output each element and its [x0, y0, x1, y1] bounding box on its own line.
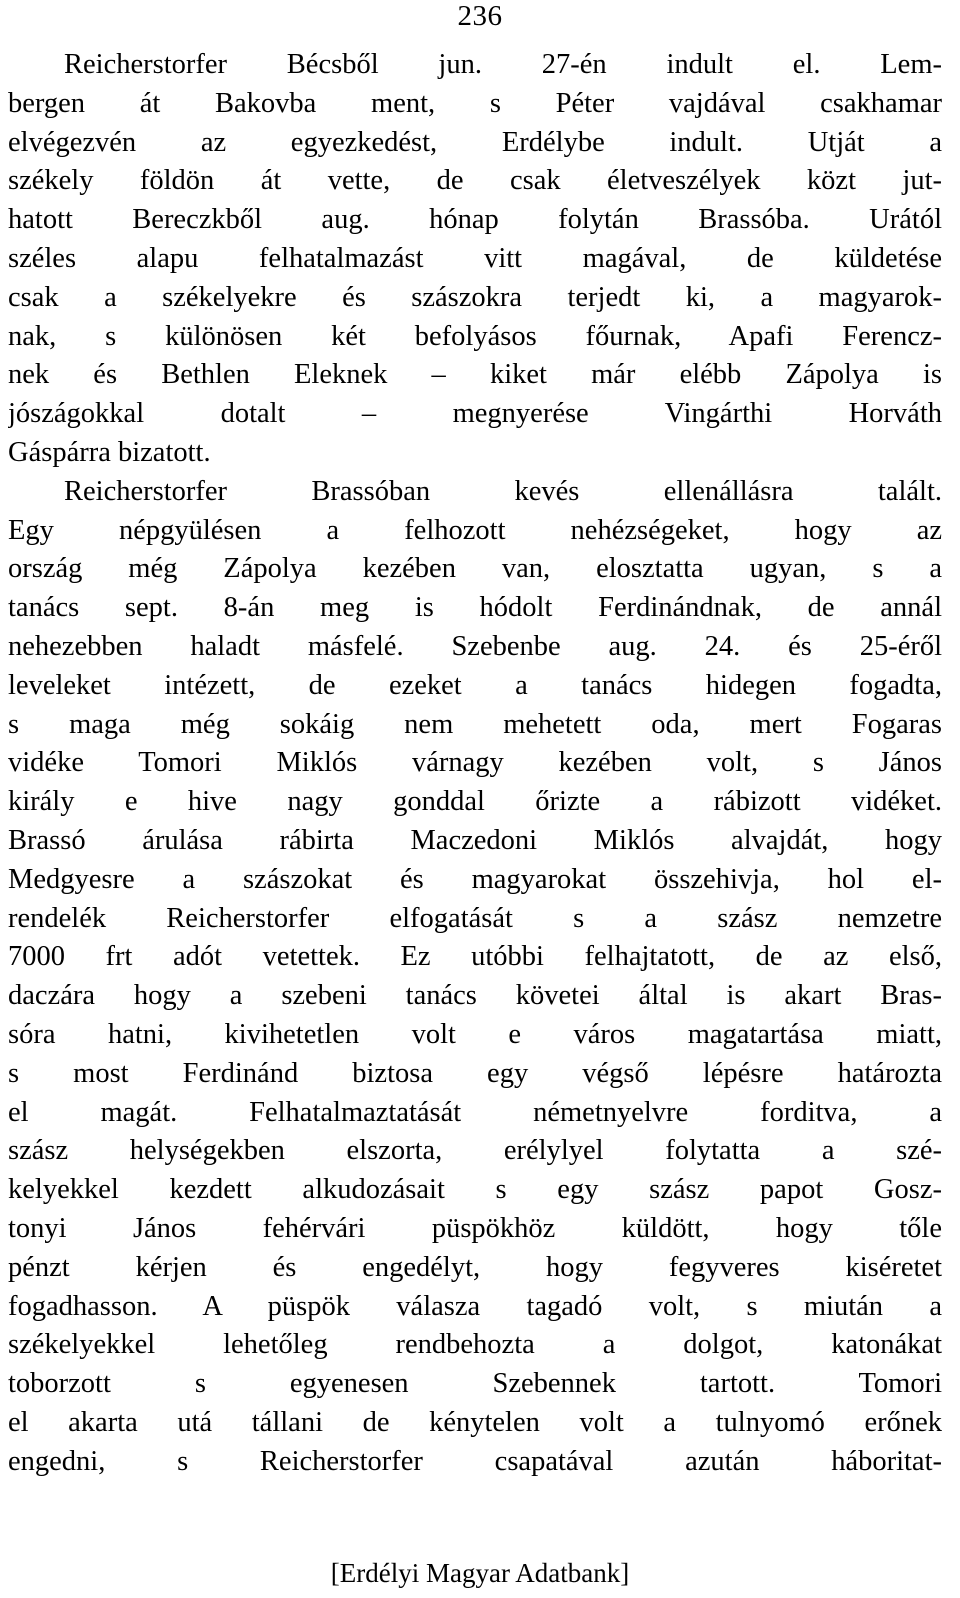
text-line: Medgyesre a szászokat és magyarokat összehivja, hol el- [8, 863, 942, 895]
text-line: Reicherstorfer Bécsből jun. 27-én indult el. Lem- [64, 49, 942, 80]
text-line: leveleket intézett, de ezeket a tanács hidegen fogadta, [8, 669, 942, 701]
text-line: tanács sept. 8-án meg is hódolt Ferdinándnak, de annál [8, 592, 942, 624]
footer-source: [Erdélyi Magyar Adatbank] [330, 1558, 630, 1588]
text-line: bergen át Bakovba ment, s Péter vajdával csakhamar [8, 87, 942, 119]
text-line: el magát. Felhatalmaztatását németnyelvre forditva, a [8, 1096, 942, 1128]
text-line: szász helységekben elszorta, erélylyel folytatta a szé- [8, 1135, 942, 1167]
text-line: széles alapu felhatalmazást vitt magával, de küldetése [8, 242, 942, 274]
text-line: székelyekkel lehetőleg rendbehozta a dolgot, katonákat [8, 1329, 942, 1361]
text-line: rendelék Reicherstorfer elfogatását s a szász nemzetre [8, 902, 942, 934]
text-line: hatott Bereczkből aug. hónap folytán Brassóba. Urától [8, 204, 942, 236]
text-line: fogadhasson. A püspök válasza tagadó volt, s miután a [8, 1290, 942, 1322]
text-line: nek és Bethlen Eleknek – kiket már elébb Zápolya is [8, 359, 942, 391]
text-line: s most Ferdinánd biztosa egy végső lépésre határozta [8, 1057, 942, 1089]
text-line: s maga még sokáig nem mehetett oda, mert Fogaras [8, 708, 942, 740]
page-number: 236 [457, 0, 503, 32]
text-line: Egy népgyülésen a felhozott nehézségeket, hogy az [8, 514, 942, 546]
text-line: csak a székelyekre és szászokra terjedt ki, a magyarok- [8, 281, 942, 313]
text-line: Brassó árulása rábirta Maczedoni Miklós alvajdát, hogy [8, 824, 942, 856]
text-line: jószágokkal dotalt – megnyerése Vingárthi Horváth [8, 398, 942, 430]
text-line: kelyekkel kezdett alkudozásait s egy szász papot Gosz- [8, 1174, 942, 1206]
text-line: elvégezvén az egyezkedést, Erdélybe indult. Utját a [8, 126, 942, 158]
text-line: vidéke Tomori Miklós várnagy kezében volt, s János [8, 747, 942, 779]
body-text [8, 46, 942, 1481]
text-line: el akarta utá tállani de kénytelen volt a tulnyomó erőnek [8, 1406, 942, 1438]
text-line: ország még Zápolya kezében van, elosztatta ugyan, s a [8, 553, 942, 585]
text-line: nehezebben haladt másfelé. Szebenbe aug. 24. és 25-éről [8, 630, 942, 662]
text-line: pénzt kérjen és engedélyt, hogy fegyveres kiséretet [8, 1251, 942, 1283]
text-line: tonyi János fehérvári püspökhöz küldött, hogy tőle [8, 1212, 942, 1244]
text-line: 7000 frt adót vetettek. Ez utóbbi felhajtatott, de az első, [8, 941, 942, 973]
text-line: engedni, s Reicherstorfer csapatával azután háboritat- [8, 1445, 942, 1477]
text-line: Reicherstorfer Brassóban kevés ellenállásra talált. [64, 475, 942, 507]
text-line: Gáspárra bizatott. [8, 436, 211, 468]
text-line: daczára hogy a szebeni tanács követei által is akart Bras- [8, 980, 942, 1012]
text-line: székely földön át vette, de csak életveszélyek közt jut- [8, 165, 942, 197]
text-line: király e hive nagy gonddal őrizte a rábizott vidéket. [8, 786, 942, 818]
text-line: sóra hatni, kivihetetlen volt e város magatartása miatt, [8, 1018, 942, 1050]
text-line: nak, s különösen két befolyásos főurnak, Apafi Ferencz- [8, 320, 942, 352]
text-line: toborzott s egyenesen Szebennek tartott. Tomori [8, 1368, 942, 1400]
